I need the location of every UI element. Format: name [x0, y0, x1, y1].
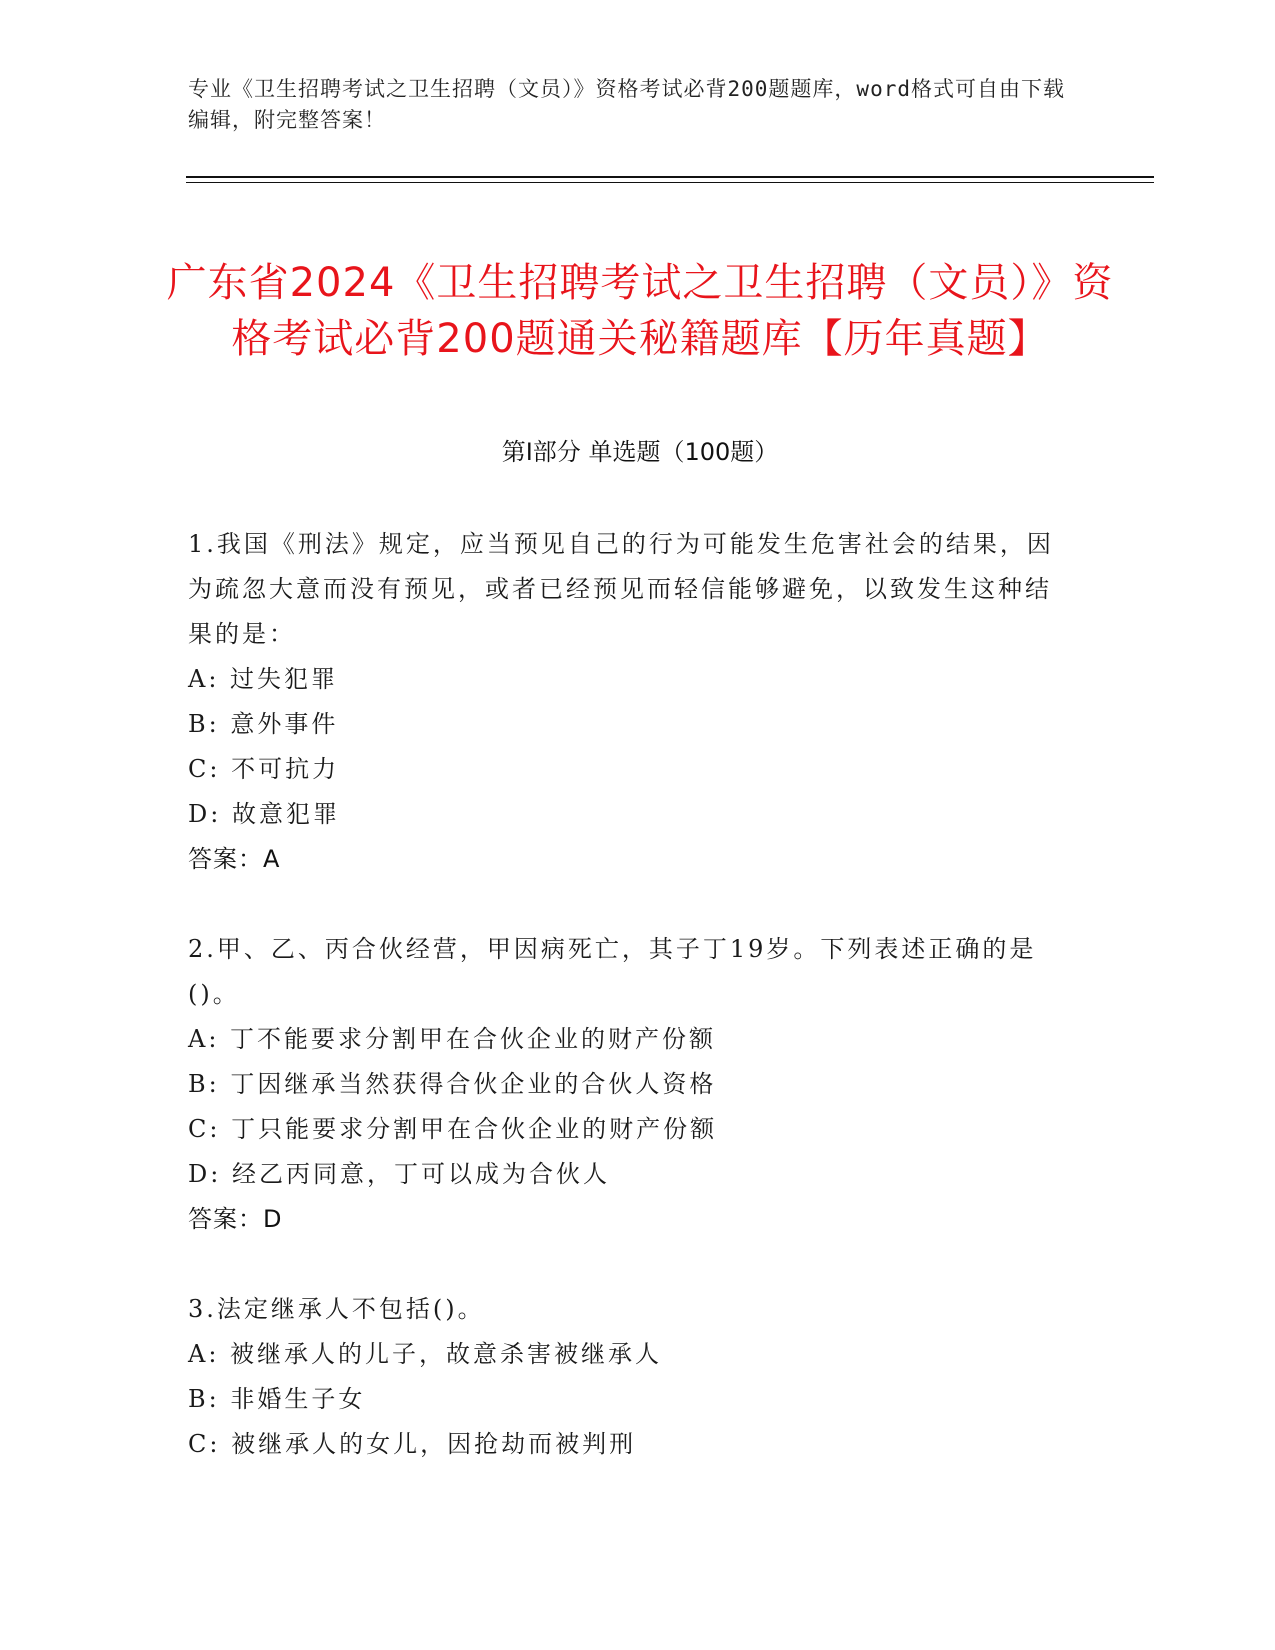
option-a: A: 过失犯罪	[188, 665, 339, 693]
question-3	[188, 1287, 1078, 1467]
question-stem: 1.我国《刑法》规定，应当预见自己的行为可能发生危害社会的结果，因为疏忽大意而没有预见，或者已经预见而轻信能够避免，以致发生这种结果的是：	[188, 530, 1054, 648]
option-c: C: 丁只能要求分割甲在合伙企业的财产份额	[188, 1115, 718, 1143]
question-1	[188, 522, 1078, 882]
option-a: A: 被继承人的儿子，故意杀害被继承人	[188, 1340, 663, 1368]
header-note: 专业《卫生招聘考试之卫生招聘（文员）》资格考试必背200题题库，word格式可自由下载编辑，附完整答案！	[188, 77, 1065, 132]
option-b: B: 丁因继承当然获得合伙企业的合伙人资格	[188, 1070, 717, 1098]
option-d: D: 故意犯罪	[188, 800, 340, 828]
header-divider-thin	[186, 182, 1154, 183]
answer: 答案：A	[188, 845, 281, 873]
question-list	[188, 522, 1078, 1512]
option-a: A: 丁不能要求分割甲在合伙企业的财产份额	[188, 1025, 717, 1053]
option-c: C: 被继承人的女儿，因抢劫而被判刑	[188, 1430, 637, 1458]
question-2	[188, 927, 1078, 1242]
question-stem: 2.甲、乙、丙合伙经营，甲因病死亡，其子丁19岁。下列表述正确的是()。	[188, 935, 1037, 1008]
option-c: C: 不可抗力	[188, 755, 340, 783]
section-title: 第I部分 单选题（100题）	[501, 438, 779, 466]
option-b: B: 意外事件	[188, 710, 339, 738]
option-d: D: 经乙丙同意，丁可以成为合伙人	[188, 1160, 610, 1188]
answer: 答案：D	[188, 1205, 283, 1233]
document-title: 广东省2024《卫生招聘考试之卫生招聘（文员）》资格考试必背200题通关秘籍题库【历年真题】	[166, 259, 1114, 362]
header-divider-thick	[186, 176, 1154, 178]
option-b: B: 非婚生子女	[188, 1385, 366, 1413]
question-stem: 3.法定继承人不包括()。	[188, 1295, 485, 1323]
